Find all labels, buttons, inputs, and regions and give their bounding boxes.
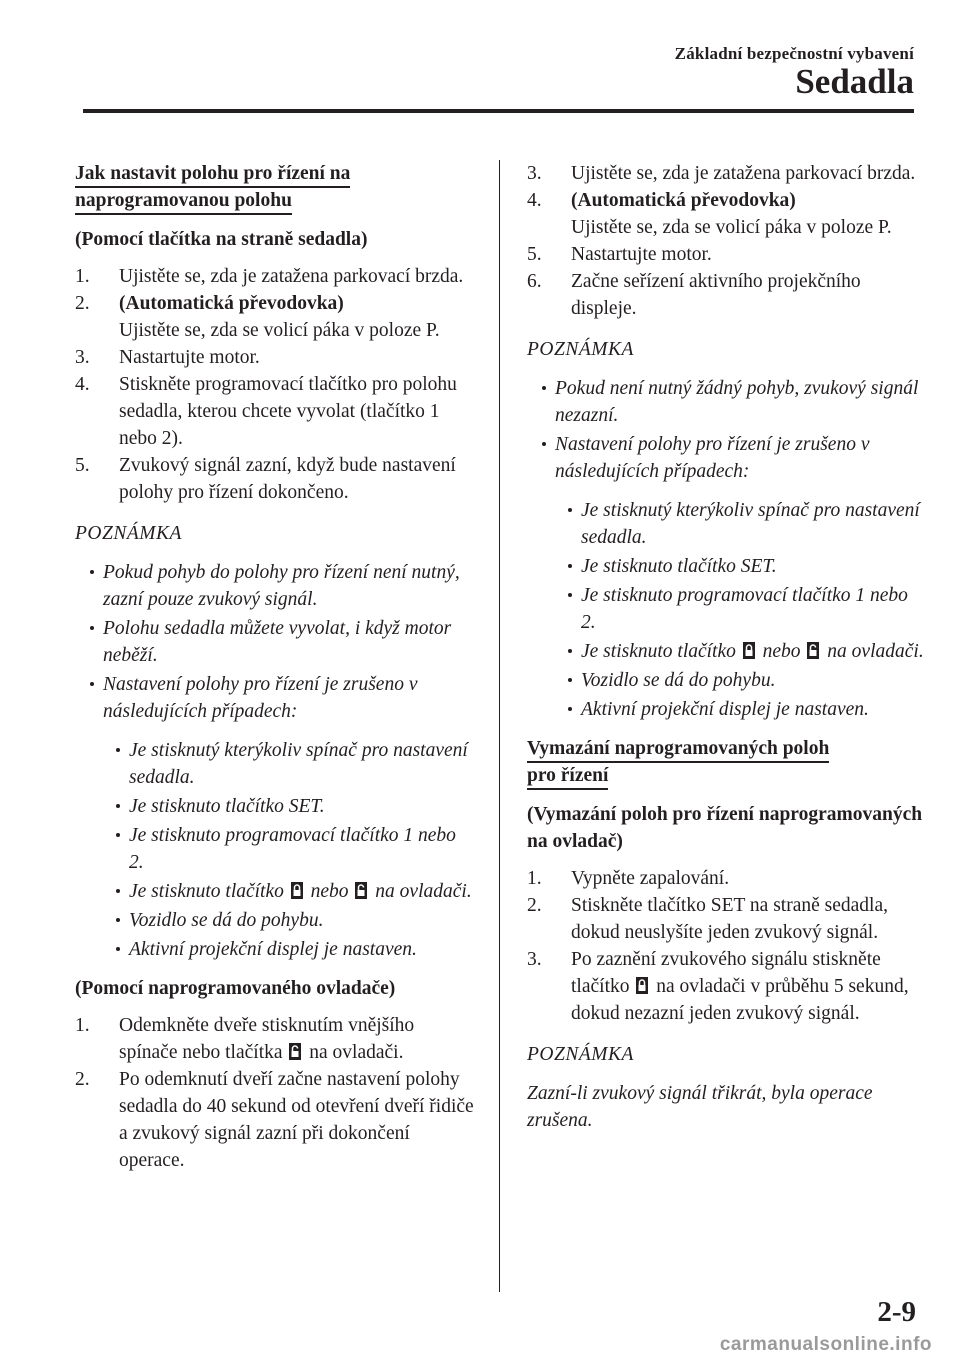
list-item: Aktivní projekční displej je nastaven. — [553, 696, 927, 723]
column-divider — [499, 160, 500, 1292]
unlock-icon — [289, 1043, 301, 1060]
list-item: Je stisknuto tlačítko nebo na ovladači. — [553, 638, 927, 665]
list-item: Pokud pohyb do polohy pro řízení není nutný, zazní pouze zvukový signál. — [75, 559, 475, 613]
list-item: 3. Po zaznění zvukového signálu stiskněte tlačítko na ovladači v průběhu 5 sekund, dokud nezazní jeden zvukový signál. — [527, 949, 909, 1024]
lock-icon — [291, 882, 303, 899]
unlock-icon — [355, 882, 367, 899]
list-item: 3. Ujistěte se, zda je zatažena parkovací brzda. — [527, 163, 916, 184]
section-title-delete-positions — [527, 735, 927, 789]
list-item: Vozidlo se dá do pohybu. — [553, 667, 927, 694]
note-label: POZNÁMKA — [527, 339, 634, 360]
subheading-delete: (Vymazání poloh pro řízení naprogramovaných na ovladač) — [527, 804, 923, 852]
list-item: 2. Po odemknutí dveří začne nastavení polohy sedadla do 40 sekund od otevření dveří řidiče a zvukový signál zazní při dokončení operace. — [75, 1069, 474, 1171]
list-item: 1. Ujistěte se, zda je zatažena parkovací brzda. — [75, 266, 464, 287]
subheading-remote: (Pomocí naprogramovaného ovladače) — [75, 978, 396, 999]
steps-list-continued — [527, 160, 927, 322]
steps-list-2 — [75, 1012, 475, 1174]
notes-list — [527, 375, 927, 485]
list-item: Je stisknutý kterýkoliv spínač pro nastavení sedadla. — [101, 737, 475, 791]
list-item: Je stisknuto programovací tlačítko 1 nebo 2. — [101, 822, 475, 876]
right-column — [527, 160, 927, 1134]
list-item: Polohu sedadla můžete vyvolat, i když motor neběží. — [75, 615, 475, 669]
subheading-seat-button: (Pomocí tlačítka na straně sedadla) — [75, 229, 368, 250]
list-item: 4. (Automatická převodovka) Ujistěte se, zda se volicí páka v poloze P. — [527, 190, 892, 238]
note-label-2: POZNÁMKA — [527, 1044, 634, 1065]
list-item: 5. Zvukový signál zazní, když bude nastavení polohy pro řízení dokončeno. — [75, 455, 456, 503]
section-title-line-2: pro řízení — [527, 765, 608, 790]
list-item: Nastavení polohy pro řízení je zrušeno v následujících případech: — [75, 671, 475, 725]
notes-list — [75, 559, 475, 725]
section-title-line-1: Jak nastavit polohu pro řízení na — [75, 163, 350, 188]
list-item: Nastavení polohy pro řízení je zrušeno v následujících případech: — [527, 431, 927, 485]
list-item: Je stisknutý kterýkoliv spínač pro nastavení sedadla. — [553, 497, 927, 551]
list-item: 3. Nastartujte motor. — [75, 347, 260, 368]
steps-list-delete — [527, 865, 927, 1027]
list-item: Pokud není nutný žádný pohyb, zvukový signál nezazní. — [527, 375, 927, 429]
page-number: 2-9 — [877, 1296, 916, 1328]
sub-notes-list — [101, 737, 475, 963]
list-item: Aktivní projekční displej je nastaven. — [101, 936, 475, 963]
list-item: 4. Stiskněte programovací tlačítko pro polohu sedadla, kterou chcete vyvolat (tlačítko 1 nebo 2). — [75, 374, 457, 449]
sub-notes-list — [553, 497, 927, 723]
list-item: Vozidlo se dá do pohybu. — [101, 907, 475, 934]
unlock-icon — [807, 642, 819, 659]
list-item: Je stisknuto tlačítko SET. — [101, 793, 475, 820]
section-title-line-2: naprogramovanou polohu — [75, 190, 292, 215]
watermark: carmanualsonline.info — [719, 1334, 932, 1355]
list-item: Je stisknuto tlačítko SET. — [553, 553, 927, 580]
list-item: 1. Odemkněte dveře stisknutím vnějšího spínače nebo tlačítka na ovladači. — [75, 1015, 415, 1063]
list-item: 1. Vypněte zapalování. — [527, 868, 730, 889]
list-item: 5. Nastartujte motor. — [527, 244, 712, 265]
list-item: Je stisknuto programovací tlačítko 1 nebo 2. — [553, 582, 927, 636]
header-subtitle: Základní bezpečnostní vybavení — [674, 44, 914, 63]
steps-list-1 — [75, 263, 475, 506]
left-column — [75, 160, 475, 1186]
list-item: 2. Stiskněte tlačítko SET na straně sedadla, dokud neuslyšíte jeden zvukový signál. — [527, 895, 888, 943]
header-rule — [83, 109, 914, 113]
list-item: 2. (Automatická převodovka) Ujistěte se, zda se volicí páka v poloze P. — [75, 293, 440, 341]
list-item: 6. Začne seřízení aktivního projekčního displeje. — [527, 271, 861, 319]
page-title: Sedadla — [795, 62, 914, 101]
note-label: POZNÁMKA — [75, 523, 182, 544]
list-item: Je stisknuto tlačítko nebo na ovladači. — [101, 878, 475, 905]
lock-icon — [743, 642, 755, 659]
lock-icon — [636, 977, 648, 994]
section-title-program-position — [75, 160, 475, 214]
note-text: Zazní-li zvukový signál třikrát, byla operace zrušena. — [527, 1083, 873, 1131]
section-title-line-1: Vymazání naprogramovaných poloh — [527, 738, 829, 763]
